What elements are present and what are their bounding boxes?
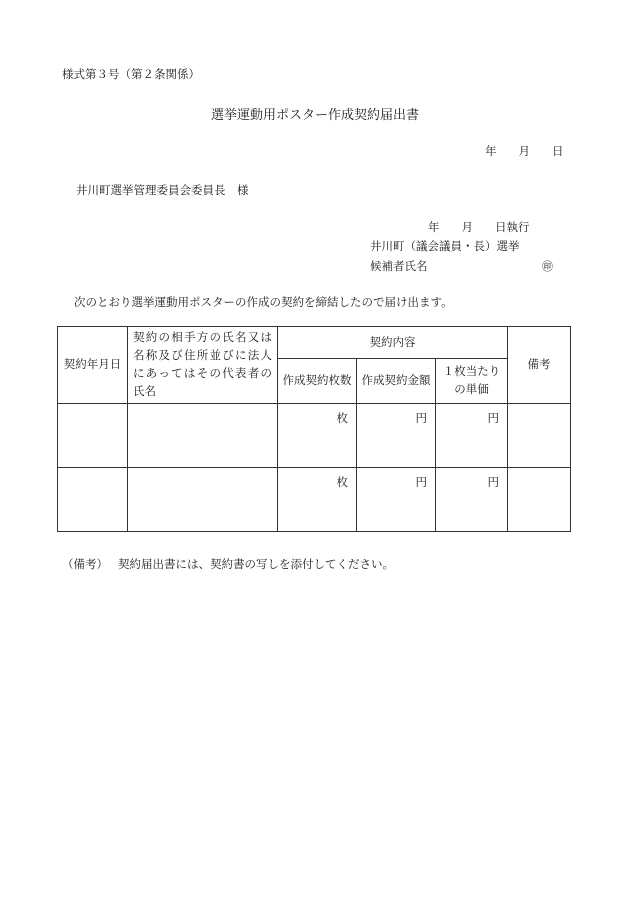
quantity-cell[interactable]: 枚 bbox=[278, 468, 357, 532]
table-header-row bbox=[58, 327, 571, 359]
election-type: 井川町（議会議員・長）選挙 bbox=[370, 239, 520, 253]
election-date bbox=[428, 219, 530, 235]
header-contract-party bbox=[128, 327, 278, 404]
header-remarks: 備考 bbox=[508, 327, 571, 404]
footnote-label: （備考） bbox=[62, 557, 108, 571]
amount-cell[interactable]: 円 bbox=[357, 468, 436, 532]
exec-year-label: 年 bbox=[428, 220, 440, 234]
header-contract-date: 契約年月日 bbox=[58, 327, 128, 404]
party-line: にあってはその代表者の bbox=[133, 366, 272, 380]
remarks-cell[interactable] bbox=[508, 404, 571, 468]
seal-mark: ㊞ bbox=[542, 260, 553, 273]
unit-price-cell[interactable]: 円 bbox=[436, 404, 508, 468]
header-contract-content: 契約内容 bbox=[278, 327, 508, 359]
date-year-label: 年 bbox=[485, 144, 497, 158]
party-line: 契約の相手方の氏名又は bbox=[133, 330, 272, 345]
party-line: 名称及び住所並びに法人 bbox=[133, 348, 272, 363]
contract-table bbox=[57, 326, 571, 532]
header-amount: 作成契約金額 bbox=[357, 359, 436, 404]
candidate-name-label: 候補者氏名 bbox=[370, 259, 428, 273]
intro-text: 次のとおり選挙運動用ポスターの作成の契約を締結したので届け出ます。 bbox=[74, 295, 453, 309]
remarks-cell[interactable] bbox=[508, 468, 571, 532]
party-line: 氏名 bbox=[133, 383, 156, 398]
quantity-cell[interactable]: 枚 bbox=[278, 404, 357, 468]
addressee: 井川町選挙管理委員会委員長 様 bbox=[76, 183, 249, 197]
unit-price-cell[interactable]: 円 bbox=[436, 468, 508, 532]
unit-price-line: の単価 bbox=[454, 382, 489, 396]
table-row bbox=[58, 404, 571, 468]
header-quantity: 作成契約枚数 bbox=[278, 359, 357, 404]
exec-month-label: 月 bbox=[461, 220, 473, 234]
contract-party-cell[interactable] bbox=[128, 404, 278, 468]
footnote bbox=[62, 556, 394, 572]
date-day-label: 日 bbox=[552, 144, 564, 158]
form-number: 様式第３号（第２条関係） bbox=[62, 67, 200, 81]
submission-date bbox=[485, 143, 564, 159]
contract-date-cell[interactable] bbox=[58, 468, 128, 532]
amount-cell[interactable]: 円 bbox=[357, 404, 436, 468]
date-month-label: 月 bbox=[518, 144, 530, 158]
table-row bbox=[58, 468, 571, 532]
footnote-text: 契約届出書には、契約書の写しを添付してください。 bbox=[118, 557, 394, 571]
contract-date-cell[interactable] bbox=[58, 404, 128, 468]
page-title: 選挙運動用ポスター作成契約届出書 bbox=[210, 108, 419, 123]
contract-party-cell[interactable] bbox=[128, 468, 278, 532]
exec-day-label: 日執行 bbox=[495, 220, 530, 234]
header-unit-price bbox=[436, 359, 508, 404]
unit-price-line: １枚当たり bbox=[442, 364, 501, 379]
